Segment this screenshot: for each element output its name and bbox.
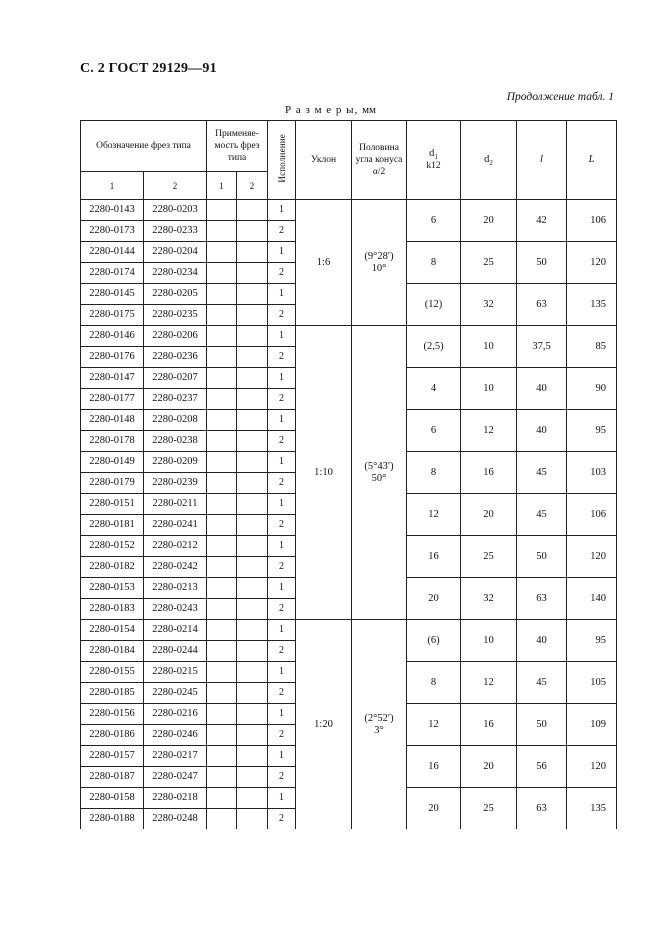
designation-type1-cell: 2280-0177 xyxy=(81,389,144,410)
designation-type2-cell: 2280-0211 xyxy=(144,494,207,515)
half-angle-secondary: 10° xyxy=(371,262,387,274)
dim-d1-cell: 20 xyxy=(407,578,461,620)
units-caption: Р а з м е р ы, xyxy=(284,104,359,116)
designation-type1-cell: 2280-0178 xyxy=(81,431,144,452)
designation-type1-cell: 2280-0147 xyxy=(81,368,144,389)
designation-type1-cell: 2280-0174 xyxy=(81,263,144,284)
designation-type2-cell: 2280-0241 xyxy=(144,515,207,536)
dim-d2-cell: 20 xyxy=(461,746,517,788)
applicability-type2-cell xyxy=(237,242,268,263)
dim-d2-cell: 16 xyxy=(461,452,517,494)
designation-type1-cell: 2280-0181 xyxy=(81,515,144,536)
designation-type2-cell: 2280-0247 xyxy=(144,767,207,788)
designation-type1-cell: 2280-0176 xyxy=(81,347,144,368)
dim-d1-cell: 20 xyxy=(407,788,461,830)
execution-cell: 1 xyxy=(268,620,296,641)
taper-cell: 1:20 xyxy=(296,620,352,830)
dim-L-cell: 106 xyxy=(567,200,617,242)
dim-d1-cell: (6) xyxy=(407,620,461,662)
applicability-type2-cell xyxy=(237,578,268,599)
designation-type2-cell: 2280-0236 xyxy=(144,347,207,368)
execution-cell: 2 xyxy=(268,641,296,662)
units-label xyxy=(0,104,661,116)
designation-type1-cell: 2280-0155 xyxy=(81,662,144,683)
dim-L-cell: 106 xyxy=(567,494,617,536)
half-angle-secondary: 3° xyxy=(374,724,384,736)
applicability-type2-cell xyxy=(237,767,268,788)
dim-d2-cell: 25 xyxy=(461,242,517,284)
execution-cell: 1 xyxy=(268,662,296,683)
designation-type1-cell: 2280-0153 xyxy=(81,578,144,599)
applicability-type2-cell xyxy=(237,305,268,326)
designation-type1-cell: 2280-0144 xyxy=(81,242,144,263)
subheader-applicability-1: 1 xyxy=(207,172,237,200)
subheader-designation-1: 1 xyxy=(81,172,144,200)
header-half-angle: Половина угла конуса α/2 xyxy=(352,121,407,200)
applicability-type2-cell xyxy=(237,326,268,347)
designation-type1-cell: 2280-0188 xyxy=(81,809,144,830)
dim-l-cell: 63 xyxy=(517,788,567,830)
half-angle-cell xyxy=(352,200,407,326)
designation-type1-cell: 2280-0149 xyxy=(81,452,144,473)
designation-type1-cell: 2280-0187 xyxy=(81,767,144,788)
applicability-type2-cell xyxy=(237,200,268,221)
dim-d2-cell: 10 xyxy=(461,368,517,410)
dim-l-cell: 42 xyxy=(517,200,567,242)
dim-L-cell: 140 xyxy=(567,578,617,620)
table-body xyxy=(81,200,617,830)
dim-d2-cell: 20 xyxy=(461,200,517,242)
execution-cell: 2 xyxy=(268,767,296,788)
dim-d2-cell: 10 xyxy=(461,620,517,662)
execution-cell: 1 xyxy=(268,536,296,557)
applicability-type2-cell xyxy=(237,599,268,620)
applicability-type1-cell xyxy=(207,578,237,599)
designation-type1-cell: 2280-0157 xyxy=(81,746,144,767)
designation-type1-cell: 2280-0158 xyxy=(81,788,144,809)
dim-d2-cell: 12 xyxy=(461,662,517,704)
execution-cell: 1 xyxy=(268,200,296,221)
applicability-type1-cell xyxy=(207,599,237,620)
designation-type1-cell: 2280-0143 xyxy=(81,200,144,221)
header-L xyxy=(567,121,617,200)
dim-d1-cell: 16 xyxy=(407,536,461,578)
header-d2 xyxy=(461,121,517,200)
dim-d1-cell: 12 xyxy=(407,704,461,746)
execution-cell: 2 xyxy=(268,473,296,494)
designation-type1-cell: 2280-0151 xyxy=(81,494,144,515)
applicability-type2-cell xyxy=(237,725,268,746)
execution-cell: 2 xyxy=(268,683,296,704)
dim-d1-cell: (12) xyxy=(407,284,461,326)
designation-type2-cell: 2280-0242 xyxy=(144,557,207,578)
designation-type2-cell: 2280-0239 xyxy=(144,473,207,494)
dim-d1-cell: 8 xyxy=(407,452,461,494)
half-angle-cell xyxy=(352,620,407,830)
applicability-type1-cell xyxy=(207,704,237,725)
designation-type2-cell: 2280-0216 xyxy=(144,704,207,725)
header-taper: Уклон xyxy=(296,121,352,200)
dim-l-cell: 40 xyxy=(517,620,567,662)
page-header: С. 2 ГОСТ 29129—91 xyxy=(80,61,217,76)
dim-d2-cell: 16 xyxy=(461,704,517,746)
header-applicability: Применяе-мость фрез типа xyxy=(207,121,268,172)
dim-l-cell: 50 xyxy=(517,536,567,578)
designation-type2-cell: 2280-0234 xyxy=(144,263,207,284)
applicability-type2-cell xyxy=(237,662,268,683)
applicability-type2-cell xyxy=(237,263,268,284)
dim-d2-cell: 20 xyxy=(461,494,517,536)
applicability-type2-cell xyxy=(237,221,268,242)
header-d1-symbol: d xyxy=(429,148,435,159)
applicability-type2-cell xyxy=(237,746,268,767)
applicability-type2-cell xyxy=(237,347,268,368)
execution-cell: 1 xyxy=(268,410,296,431)
dim-l-cell: 40 xyxy=(517,410,567,452)
table-row xyxy=(81,326,617,347)
dim-d2-cell: 32 xyxy=(461,578,517,620)
designation-type2-cell: 2280-0237 xyxy=(144,389,207,410)
dim-l-cell: 45 xyxy=(517,452,567,494)
applicability-type1-cell xyxy=(207,284,237,305)
execution-cell: 2 xyxy=(268,515,296,536)
dim-d1-cell: 12 xyxy=(407,494,461,536)
dim-L-cell: 85 xyxy=(567,326,617,368)
designation-type2-cell: 2280-0215 xyxy=(144,662,207,683)
dim-l-cell: 56 xyxy=(517,746,567,788)
dim-l-cell: 50 xyxy=(517,242,567,284)
execution-cell: 2 xyxy=(268,431,296,452)
applicability-type1-cell xyxy=(207,536,237,557)
applicability-type1-cell xyxy=(207,767,237,788)
designation-type2-cell: 2280-0235 xyxy=(144,305,207,326)
subheader-designation-2: 2 xyxy=(144,172,207,200)
designation-type1-cell: 2280-0185 xyxy=(81,683,144,704)
execution-cell: 1 xyxy=(268,494,296,515)
designation-type1-cell: 2280-0175 xyxy=(81,305,144,326)
applicability-type2-cell xyxy=(237,536,268,557)
dim-d2-cell: 10 xyxy=(461,326,517,368)
table-row xyxy=(81,620,617,641)
execution-cell: 2 xyxy=(268,347,296,368)
dim-d1-cell: 8 xyxy=(407,662,461,704)
header-l-symbol: l xyxy=(540,154,543,165)
applicability-type1-cell xyxy=(207,410,237,431)
applicability-type2-cell xyxy=(237,557,268,578)
half-angle-cell xyxy=(352,326,407,620)
designation-type1-cell: 2280-0146 xyxy=(81,326,144,347)
applicability-type1-cell xyxy=(207,368,237,389)
designation-type1-cell: 2280-0179 xyxy=(81,473,144,494)
half-angle-primary: (2°52′) xyxy=(364,712,394,724)
applicability-type1-cell xyxy=(207,620,237,641)
applicability-type1-cell xyxy=(207,809,237,830)
designation-type2-cell: 2280-0243 xyxy=(144,599,207,620)
applicability-type1-cell xyxy=(207,242,237,263)
execution-cell: 1 xyxy=(268,326,296,347)
dim-d2-cell: 25 xyxy=(461,788,517,830)
units-value: мм xyxy=(362,104,376,116)
execution-cell: 2 xyxy=(268,809,296,830)
execution-cell: 2 xyxy=(268,599,296,620)
applicability-type1-cell xyxy=(207,683,237,704)
designation-type2-cell: 2280-0205 xyxy=(144,284,207,305)
applicability-type2-cell xyxy=(237,620,268,641)
applicability-type2-cell xyxy=(237,284,268,305)
designation-type1-cell: 2280-0148 xyxy=(81,410,144,431)
designation-type2-cell: 2280-0238 xyxy=(144,431,207,452)
designation-type2-cell: 2280-0209 xyxy=(144,452,207,473)
applicability-type1-cell xyxy=(207,452,237,473)
execution-cell: 1 xyxy=(268,284,296,305)
half-angle-primary: (5°43′) xyxy=(364,460,394,472)
table-row xyxy=(81,200,617,221)
designation-type1-cell: 2280-0182 xyxy=(81,557,144,578)
designation-type2-cell: 2280-0245 xyxy=(144,683,207,704)
applicability-type1-cell xyxy=(207,725,237,746)
designation-type1-cell: 2280-0145 xyxy=(81,284,144,305)
applicability-type2-cell xyxy=(237,641,268,662)
designation-type2-cell: 2280-0233 xyxy=(144,221,207,242)
table-continuation-label: Продолжение табл. 1 xyxy=(506,91,614,103)
header-d2-sub: 2 xyxy=(489,158,493,167)
designation-type2-cell: 2280-0207 xyxy=(144,368,207,389)
execution-cell: 2 xyxy=(268,557,296,578)
applicability-type1-cell xyxy=(207,389,237,410)
designation-type1-cell: 2280-0184 xyxy=(81,641,144,662)
dim-l-cell: 63 xyxy=(517,284,567,326)
dim-l-cell: 50 xyxy=(517,704,567,746)
dim-L-cell: 120 xyxy=(567,536,617,578)
dim-d1-cell: 16 xyxy=(407,746,461,788)
designation-type1-cell: 2280-0152 xyxy=(81,536,144,557)
header-d1-tolerance: k12 xyxy=(426,161,441,171)
half-angle-primary: (9°28′) xyxy=(364,250,394,262)
dim-d2-cell: 12 xyxy=(461,410,517,452)
designation-type2-cell: 2280-0208 xyxy=(144,410,207,431)
dim-l-cell: 45 xyxy=(517,494,567,536)
execution-cell: 1 xyxy=(268,788,296,809)
applicability-type1-cell xyxy=(207,494,237,515)
dim-L-cell: 90 xyxy=(567,368,617,410)
dim-l-cell: 40 xyxy=(517,368,567,410)
execution-cell: 2 xyxy=(268,725,296,746)
designation-type2-cell: 2280-0212 xyxy=(144,536,207,557)
applicability-type2-cell xyxy=(237,368,268,389)
applicability-type1-cell xyxy=(207,221,237,242)
designation-type2-cell: 2280-0203 xyxy=(144,200,207,221)
header-L-symbol: L xyxy=(588,154,595,165)
dim-d2-cell: 25 xyxy=(461,536,517,578)
dim-d1-cell: 4 xyxy=(407,368,461,410)
applicability-type1-cell xyxy=(207,641,237,662)
designation-type2-cell: 2280-0214 xyxy=(144,620,207,641)
applicability-type1-cell xyxy=(207,431,237,452)
applicability-type1-cell xyxy=(207,347,237,368)
designation-type2-cell: 2280-0217 xyxy=(144,746,207,767)
designation-type2-cell: 2280-0206 xyxy=(144,326,207,347)
taper-cell: 1:6 xyxy=(296,200,352,326)
half-angle-secondary: 50° xyxy=(371,472,387,484)
applicability-type1-cell xyxy=(207,515,237,536)
designation-type1-cell: 2280-0183 xyxy=(81,599,144,620)
dim-L-cell: 95 xyxy=(567,410,617,452)
dim-l-cell: 63 xyxy=(517,578,567,620)
applicability-type2-cell xyxy=(237,515,268,536)
applicability-type1-cell xyxy=(207,557,237,578)
applicability-type2-cell xyxy=(237,494,268,515)
designation-type1-cell: 2280-0173 xyxy=(81,221,144,242)
execution-cell: 1 xyxy=(268,746,296,767)
header-d2-symbol: d xyxy=(484,154,490,165)
dim-d1-cell: 6 xyxy=(407,410,461,452)
applicability-type2-cell xyxy=(237,452,268,473)
applicability-type1-cell xyxy=(207,473,237,494)
designation-type1-cell: 2280-0154 xyxy=(81,620,144,641)
dim-L-cell: 120 xyxy=(567,746,617,788)
dim-d1-cell: 6 xyxy=(407,200,461,242)
designation-type2-cell: 2280-0213 xyxy=(144,578,207,599)
applicability-type1-cell xyxy=(207,263,237,284)
designation-type2-cell: 2280-0244 xyxy=(144,641,207,662)
dim-d2-cell: 32 xyxy=(461,284,517,326)
header-execution xyxy=(268,121,296,200)
dim-L-cell: 103 xyxy=(567,452,617,494)
applicability-type2-cell xyxy=(237,410,268,431)
dim-L-cell: 109 xyxy=(567,704,617,746)
applicability-type2-cell xyxy=(237,431,268,452)
designation-type2-cell: 2280-0248 xyxy=(144,809,207,830)
applicability-type2-cell xyxy=(237,788,268,809)
applicability-type1-cell xyxy=(207,662,237,683)
header-d1 xyxy=(407,121,461,200)
applicability-type1-cell xyxy=(207,305,237,326)
applicability-type2-cell xyxy=(237,704,268,725)
header-execution-text: Исполнение xyxy=(276,133,287,183)
execution-cell: 1 xyxy=(268,578,296,599)
header-designation: Обозначение фрез типа xyxy=(81,121,207,172)
execution-cell: 1 xyxy=(268,452,296,473)
applicability-type2-cell xyxy=(237,473,268,494)
taper-cell: 1:10 xyxy=(296,326,352,620)
designation-type1-cell: 2280-0156 xyxy=(81,704,144,725)
dim-d1-cell: 8 xyxy=(407,242,461,284)
execution-cell: 1 xyxy=(268,368,296,389)
header-l xyxy=(517,121,567,200)
applicability-type2-cell xyxy=(237,683,268,704)
execution-cell: 2 xyxy=(268,263,296,284)
dim-L-cell: 120 xyxy=(567,242,617,284)
header-d1-sub: 1 xyxy=(434,152,438,161)
designation-type2-cell: 2280-0218 xyxy=(144,788,207,809)
execution-cell: 1 xyxy=(268,242,296,263)
dimensions-table xyxy=(80,120,617,829)
applicability-type1-cell xyxy=(207,326,237,347)
applicability-type1-cell xyxy=(207,746,237,767)
execution-cell: 1 xyxy=(268,704,296,725)
applicability-type1-cell xyxy=(207,788,237,809)
applicability-type2-cell xyxy=(237,809,268,830)
applicability-type1-cell xyxy=(207,200,237,221)
execution-cell: 2 xyxy=(268,221,296,242)
dim-L-cell: 105 xyxy=(567,662,617,704)
dim-L-cell: 135 xyxy=(567,284,617,326)
execution-cell: 2 xyxy=(268,305,296,326)
designation-type2-cell: 2280-0246 xyxy=(144,725,207,746)
execution-cell: 2 xyxy=(268,389,296,410)
designation-type1-cell: 2280-0186 xyxy=(81,725,144,746)
dim-l-cell: 37,5 xyxy=(517,326,567,368)
designation-type2-cell: 2280-0204 xyxy=(144,242,207,263)
dim-l-cell: 45 xyxy=(517,662,567,704)
dim-d1-cell: (2,5) xyxy=(407,326,461,368)
dim-L-cell: 95 xyxy=(567,620,617,662)
dim-L-cell: 135 xyxy=(567,788,617,830)
subheader-applicability-2: 2 xyxy=(237,172,268,200)
applicability-type2-cell xyxy=(237,389,268,410)
